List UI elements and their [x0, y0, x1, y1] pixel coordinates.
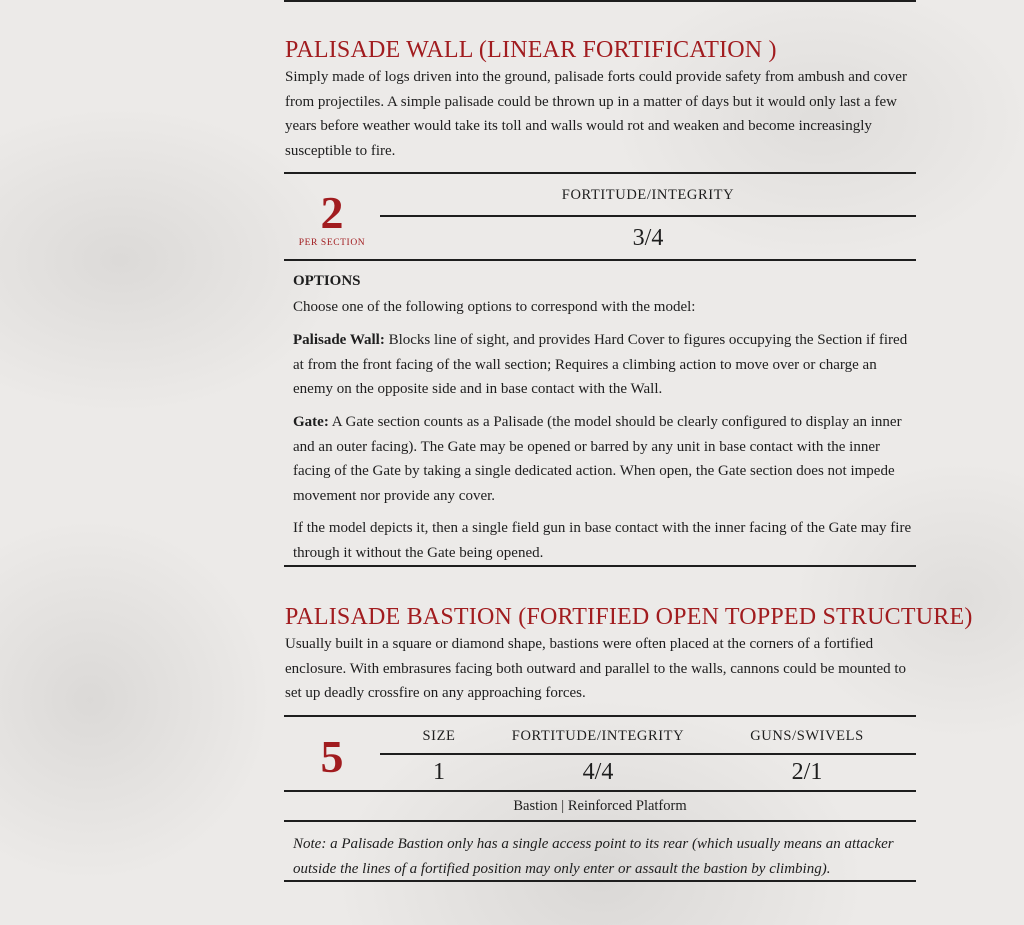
- section2-values-rule: [284, 790, 916, 792]
- section2-stat-top-rule: [284, 715, 916, 717]
- section2-value-guns: 2/1: [791, 759, 823, 785]
- section2-header-size: SIZE: [422, 728, 456, 744]
- section1-stat-header-rule: [380, 215, 916, 217]
- section1-intro: Simply made of logs driven into the ground, palisade forts could provide safety from ambush and cover from projectiles. A simple palisade could be thrown up in a matter of days but it would only last a few years before weather would take its toll and walls would rot and weaken and become increasingly susceptible to fire.: [285, 69, 907, 159]
- top-rule: [284, 0, 916, 2]
- option-palisade-wall-label: Palisade Wall:: [293, 332, 385, 348]
- section1-stat-bottom-rule: [284, 259, 916, 261]
- options-intro: Choose one of the following options to correspond with the model:: [293, 299, 696, 315]
- option-palisade-wall: [293, 328, 913, 402]
- section2-traits-rule: [284, 820, 916, 822]
- option-gate-extra: If the model depicts it, then a single field gun in base contact with the inner facing of the Gate may fire through it without the Gate being opened.: [293, 520, 912, 561]
- section1-bottom-rule: [284, 565, 916, 567]
- section1-stat-value: 3/4: [632, 225, 664, 251]
- section2-title: PALISADE BASTION (FORTIFIED OPEN TOPPED STRUCTURE): [285, 604, 973, 630]
- section1-stat-top-rule: [284, 172, 916, 174]
- section1-cost-unit: PER SECTION: [298, 238, 366, 248]
- section2-header-fortitude: FORTITUDE/INTEGRITY: [511, 728, 685, 744]
- section2-header-guns: GUNS/SWIVELS: [750, 728, 864, 744]
- section2-stat-header-rule: [380, 753, 916, 755]
- section1-cost: 2: [320, 187, 344, 238]
- section1-stat-header: FORTITUDE/INTEGRITY: [561, 187, 735, 203]
- section2-cost: 5: [320, 731, 344, 782]
- option-gate: [293, 410, 913, 508]
- section2-traits: Bastion | Reinforced Platform: [513, 798, 687, 814]
- section2-bottom-rule: [284, 880, 916, 882]
- option-palisade-wall-text: Blocks line of sight, and provides Hard Cover to figures occupying the Section if fired at from the front facing of the wall section; Requires a climbing action to move over or charge an enemy on the opposite side and in base contact with the Wall.: [293, 332, 908, 397]
- section2-value-fortitude: 4/4: [582, 759, 614, 785]
- option-gate-label: Gate:: [293, 414, 329, 430]
- section2-value-size: 1: [433, 759, 445, 785]
- options-title: OPTIONS: [293, 273, 361, 289]
- option-gate-text: A Gate section counts as a Palisade (the model should be clearly configured to display an inner and an outer facing). The Gate may be opened or barred by any unit in base contact with the inner facing of the Gate by taking a single dedicated action. When open, the Gate section does not impede movement nor provide any cover.: [293, 414, 902, 504]
- section2-note: Note: a Palisade Bastion only has a single access point to its rear (which usually means an attacker outside the lines of a fortified position may only enter or assault the bastion by climbing).: [293, 836, 894, 877]
- section1-title: PALISADE WALL (LINEAR FORTIFICATION ): [285, 37, 777, 63]
- section2-intro: Usually built in a square or diamond shape, bastions were often placed at the corners of a fortified enclosure. With embrasures facing both outward and parallel to the walls, cannons could be mounted to set up deadly crossfire on any approaching forces.: [285, 636, 907, 701]
